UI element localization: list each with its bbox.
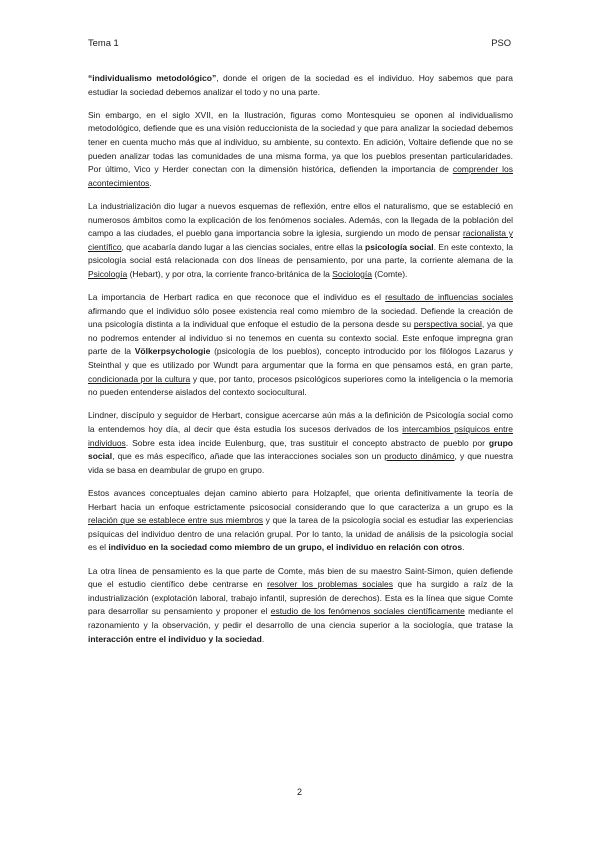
underlined-term: condicionada por la cultura: [88, 373, 191, 384]
text-run: y que, por tanto, procesos psicológicos superiores como la inteligencia o la memoria no pueden entenderse aislados del contexto sociocultural.: [88, 373, 514, 398]
text-run: Lindner, discípulo y seguidor de Herbart, consigue acercarse aún más a la definición de Psicología social como la entendemos hoy día, al decir que ésta estudia los sucesos derivados de los: [88, 410, 513, 435]
text-run: .: [149, 177, 152, 188]
bold-term: “individualismo metodológico”: [88, 73, 217, 83]
paragraph: [88, 109, 513, 191]
text-run: que ha surgido a raíz de la industrialización (explotación laboral, trabajo infantil, supresión de derechos). Esta es la línea que sigue Comte para desarrollar su pensamiento y proponer el: [88, 579, 514, 617]
underlined-term: Psicología: [88, 268, 128, 279]
text-run: (psicología de los pueblos), concepto introducido por los filólogos Lazarus y Steinthal y que es utilizado por Wundt para argumentar que la forma en que pensamos está, en gran parte,: [88, 346, 514, 371]
page-number: 2: [296, 787, 302, 797]
text-run: . Sobre esta idea incide Eulenburg, que, tras sustituir el concepto abstracto de pueblo por: [125, 437, 489, 448]
bold-term: grupo social: [88, 437, 513, 462]
text-run: , donde el origen de la sociedad es el individuo. Hoy sabemos que para estudiar la sociedad debemos analizar el todo y no una parte.: [88, 73, 513, 97]
paragraph: [88, 565, 513, 647]
underlined-term: estudio de los fenómenos sociales científicamente: [270, 606, 465, 617]
bold-term: individuo en la sociedad como miembro de un grupo, el individuo en relación con otros: [108, 542, 463, 553]
text-run: afirmando que el individuo sólo posee existencia real como miembro de la sociedad. Defiende la creación de una psicología distinta a la individual que enfoque el estudio de la persona desde su: [88, 305, 513, 330]
underlined-term: racionalista y científico: [88, 228, 513, 252]
text-run: .: [462, 542, 465, 553]
text-run: y que la tarea de la psicología social es estudiar las experiencias psíquicas del individuo dentro de una relación grupal. Por lo tanto, la unidad de análisis de la psicología social es el: [88, 515, 513, 553]
paragraph: [88, 200, 513, 282]
paragraph: [88, 291, 513, 400]
underlined-term: comprender los acontecimientos: [88, 164, 513, 188]
text-run: . En este contexto, la psicología social está relacionada con dos líneas de pensamiento, por una parte, la corriente alemana de la: [88, 241, 513, 266]
text-run: La importancia de Herbart radica en que reconoce que el individuo es el: [88, 292, 386, 303]
paragraph: [88, 72, 513, 99]
header-subject: PSO: [491, 37, 511, 48]
underlined-term: resolver los problemas sociales: [267, 579, 393, 590]
text-run: La industrialización dio lugar a nuevos esquemas de reflexión, entre ellos el naturalismo, que se estableció en numerosos ámbitos como la explicación de los fenómenos sociales. Además, con la llegada de la población del campo a las ciudades, el pueblo gana importancia sobre la iglesia, surgiendo un modo de pensar: [88, 200, 513, 239]
text-run: Estos avances conceptuales dejan camino abierto para Holzapfel, que orienta definitivamente la teoría de Herbart hacia un enfoque estrictamente psicosocial considerando que lo que caracteriza a un grupo es la: [88, 488, 513, 512]
underlined-term: resultado de influencias sociales: [385, 292, 513, 303]
text-run: , ya que no podremos entender al individuo si no tenemos en cuenta su contexto social. Este enfoque impregna gran parte de la: [88, 319, 514, 357]
document-body: [88, 72, 513, 656]
bold-term: interacción entre el individuo y la sociedad: [88, 633, 262, 644]
paragraph: [88, 487, 513, 555]
page-header: [88, 37, 511, 51]
text-run: (Hebart), y por otra, la corriente franco-británica de la: [127, 268, 333, 279]
underlined-term: producto dinámico: [384, 451, 455, 462]
underlined-term: relación que se establece entre sus miembros: [88, 515, 264, 526]
underlined-term: intercambios psíquicos entre individuos: [88, 424, 513, 448]
underlined-term: perspectiva social: [413, 319, 482, 330]
bold-term: psicología social: [365, 241, 434, 252]
bold-term: Völkerpsychologie: [134, 346, 211, 357]
text-run: .: [261, 633, 265, 644]
paragraph: [88, 409, 513, 477]
underlined-term: Sociología: [332, 268, 372, 279]
header-topic: Tema 1: [88, 37, 119, 48]
text-run: , y que nuestra vida se basa en deambular de grupo en grupo.: [88, 451, 513, 475]
text-run: La otra línea de pensamiento es la que parte de Comte, más bien de su maestro Saint-Simon, quien defiende que el estudio científico debe centrarse en: [88, 565, 513, 590]
text-run: mediante el razonamiento y la observación, y pedir el desarrollo de una ciencia superior a la sociología, que tratase la: [88, 606, 513, 630]
text-run: (Comte).: [371, 268, 408, 279]
text-run: , que acabaría dando lugar a las ciencias sociales, entre ellas la: [121, 241, 366, 252]
text-run: Sin embargo, en el siglo XVII, en la Ilustración, figuras como Montesquieu se oponen al individualismo metodológico, defiende que es una visión reduccionista de la sociedad y que para analizar la sociedad debemos tener en cuenta mucho más que al individuo, su ambiente, su contexto. En adición, Voltaire defiende que no se pueden analizar todas las comunidades de una misma forma, ya que los pueblos presentan particularidades. Por último, Vico y Herder conectan con la dimensión histórica, defienden la importancia de: [88, 109, 513, 175]
text-run: , que es más específico, añade que las interacciones sociales son un: [112, 451, 385, 462]
